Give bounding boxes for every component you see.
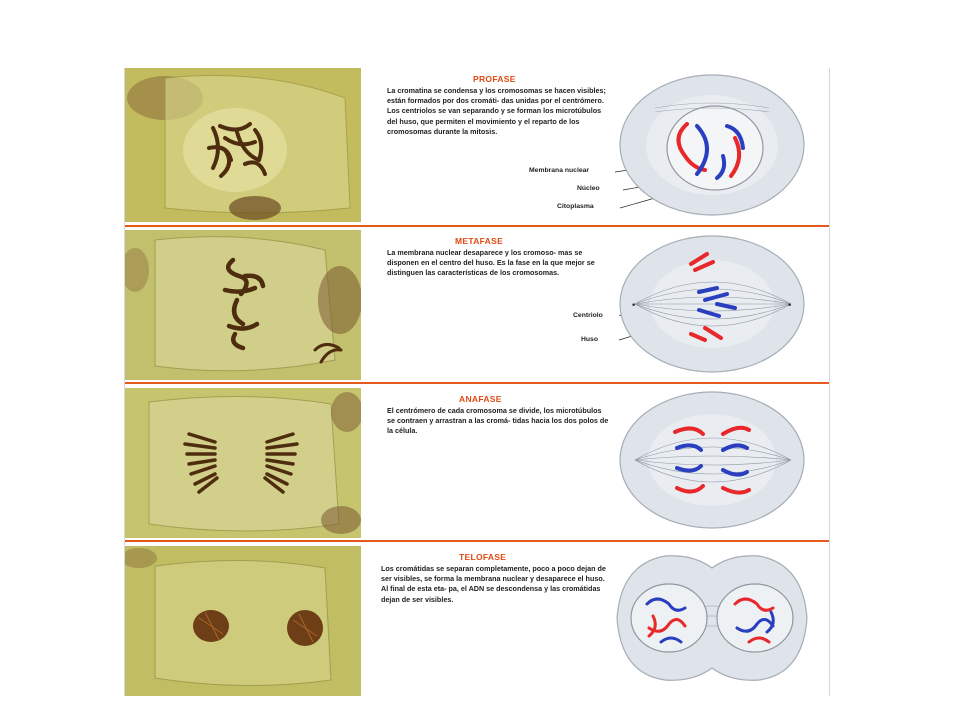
label-citoplasma: Citoplasma — [557, 203, 594, 210]
phase-title: PROFASE — [473, 74, 516, 84]
separator — [125, 225, 829, 227]
label-centriolo: Centriolo — [573, 312, 603, 319]
phase-row-profase — [125, 68, 829, 222]
photo-telofase — [125, 546, 361, 696]
svg-text:•: • — [631, 301, 637, 311]
phase-row-telofase — [125, 546, 829, 696]
phase-title: METAFASE — [455, 236, 504, 246]
photo-anafase — [125, 388, 361, 538]
phase-description: La membrana nuclear desaparece y los cromoso- mas se disponen en el centro del huso. Es la fase en la que mejor se distinguen las características de los cromosomas. — [387, 248, 595, 278]
label-huso: Huso — [581, 336, 598, 343]
photo-profase — [125, 68, 361, 222]
phase-title: ANAFASE — [459, 394, 502, 404]
phase-description: El centrómero de cada cromosoma se divide, los microtúbulos se contraen y arrastran a las cromá- tidas hacia los dos polos de la célula. — [387, 406, 609, 436]
separator — [125, 382, 829, 384]
label-nucleo: Núcleo — [577, 185, 600, 192]
phase-description: La cromatina se condensa y los cromosomas se hacen visibles; están formados por dos cromáti- das unidas por el centrómero. Los centriolos se van separando y se forman los microtúbulos del huso, que permiten el movimiento y el reparto de los cromosomas durante la mitosis. — [387, 86, 606, 136]
diagram-metafase — [595, 230, 829, 380]
phase-title: TELOFASE — [459, 552, 507, 562]
label-membrana-nuclear: Membrana nuclear — [529, 167, 590, 174]
phase-row-metafase — [125, 230, 829, 380]
diagram-profase — [595, 68, 829, 222]
phase-description: Los cromátidas se separan completamente, poco a poco dejan de ser visibles, se forma la membrana nuclear y desaparece el huso. Al final de esta eta- pa, el ADN se descondensa y las cromátidas dejan de ser visibles. — [381, 564, 606, 604]
mitosis-sheet — [124, 68, 830, 696]
svg-text:•: • — [787, 301, 793, 311]
separator — [125, 540, 829, 542]
photo-metafase — [125, 230, 361, 380]
phase-row-anafase — [125, 388, 829, 538]
diagram-anafase — [595, 388, 829, 538]
diagram-telofase — [595, 546, 829, 696]
